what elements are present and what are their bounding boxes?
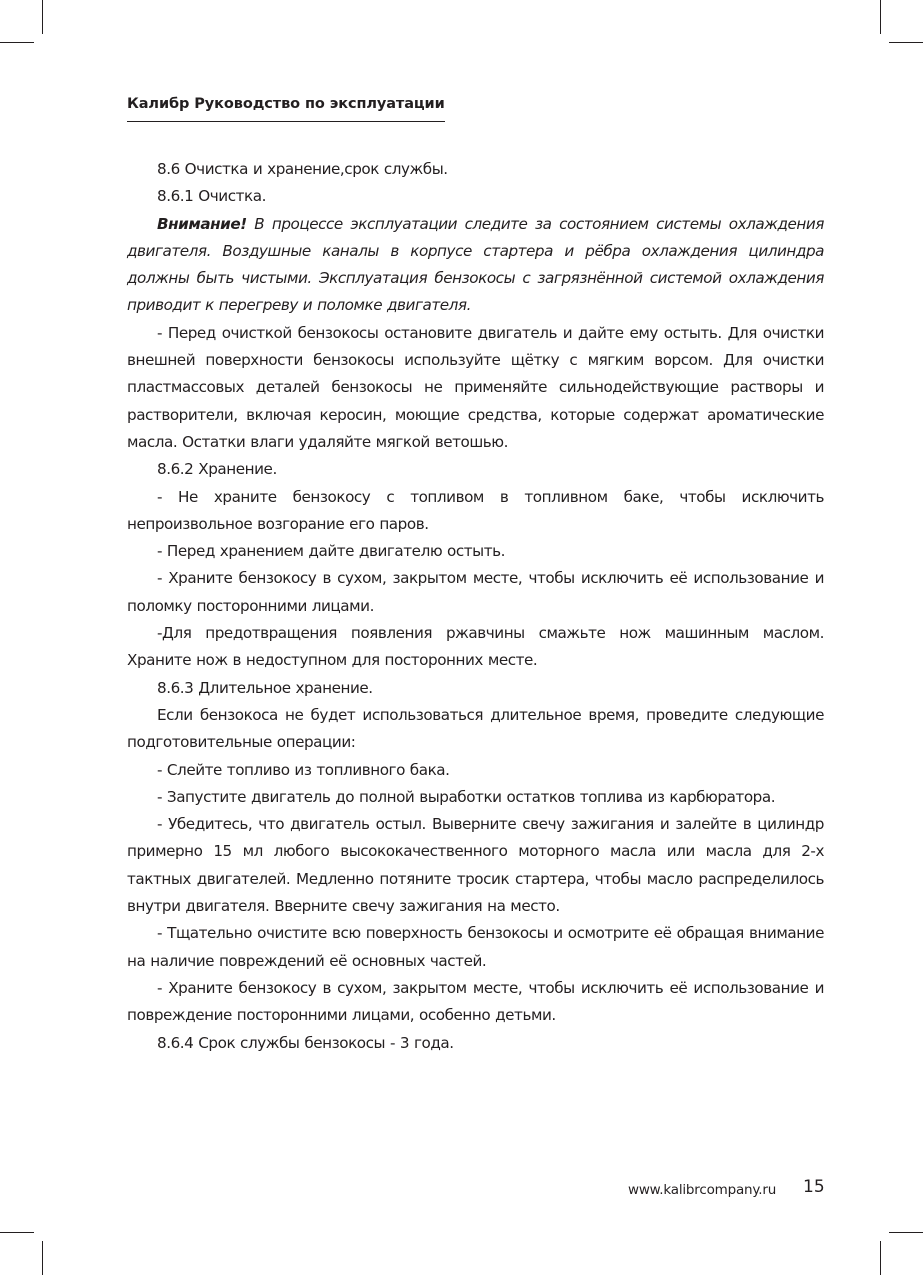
- subsection-title-storage: 8.6.2 Хранение.: [157, 460, 277, 479]
- long-storage-item: - Запустите двигатель до полной выработки остатков топлива из карбюратора.: [157, 787, 776, 806]
- crop-mark: [889, 42, 923, 43]
- storage-item: - Не храните бензокосу с топливом в топливном баке, чтобы исключить непроизвольное возгорание его паров.: [127, 487, 824, 533]
- long-storage-item: - Слейте топливо из топливного бака.: [157, 760, 450, 779]
- warning-text: В процессе эксплуатации следите за состоянием системы охлаждения двигателя. Воздушные каналы в корпусе стартера и рёбра охлаждения цилиндра должны быть чистыми. Эксплуатация бензокосы с загрязнённой системой охлаждения приводит к перегреву и поломке двигателя.: [127, 214, 824, 315]
- service-life: 8.6.4 Срок службы бензокосы - 3 года.: [157, 1033, 454, 1052]
- long-storage-intro: Если бензокоса не будет использоваться длительное время, проведите следующие подготовительные операции:: [127, 705, 824, 752]
- storage-item: -Для предотвращения появления ржавчины смажьте нож машинным маслом. Храните нож в недоступном для посторонних месте.: [127, 624, 824, 670]
- subsection-title-cleaning: 8.6.1 Очистка.: [157, 187, 266, 206]
- running-header: Калибр Руководство по эксплуатации: [127, 96, 445, 122]
- subsection-title-long-storage: 8.6.3 Длительное хранение.: [157, 678, 373, 697]
- page-body: [127, 156, 824, 1057]
- footer-url: www.kalibrcompany.ru: [628, 1182, 777, 1198]
- warning-label: Внимание!: [157, 214, 247, 233]
- crop-mark: [42, 1241, 43, 1275]
- crop-mark: [880, 0, 881, 34]
- long-storage-item: - Убедитесь, что двигатель остыл. Выверните свечу зажигания и залейте в цилиндр примерно 15 мл любого высококачественного моторного масла или масла для 2-х тактных двигателей. Медленно потяните тросик стартера, чтобы масло распределилось внутри двигателя. Вверните свечу зажигания на место.: [127, 815, 824, 916]
- crop-mark: [880, 1241, 881, 1275]
- cleaning-paragraph: - Перед очисткой бензокосы остановите двигатель и дайте ему остыть. Для очистки внешней поверхности бензокосы используйте щётку с мягким ворсом. Для очистки пластмассовых деталей бензокосы не применяйте сильнодействующие растворы и растворители, включая керосин, моющие средства, которые содержат ароматические масла. Остатки влаги удаляйте мягкой ветошью.: [127, 323, 824, 451]
- storage-item: - Перед хранением дайте двигателю остыть.: [157, 542, 505, 561]
- warning-paragraph: [127, 211, 824, 320]
- storage-item: - Храните бензокосу в сухом, закрытом месте, чтобы исключить её использование и поломку посторонними лицами.: [127, 569, 824, 615]
- crop-mark: [0, 1232, 34, 1233]
- crop-mark: [889, 1232, 923, 1233]
- page-number: 15: [803, 1177, 825, 1197]
- crop-mark: [0, 42, 34, 43]
- long-storage-item: - Храните бензокосу в сухом, закрытом месте, чтобы исключить её использование и повреждение посторонними лицами, особенно детьми.: [127, 978, 824, 1025]
- crop-mark: [42, 0, 43, 34]
- long-storage-item: - Тщательно очистите всю поверхность бензокосы и осмотрите её обращая внимание на наличие повреждений её основных частей.: [127, 924, 824, 970]
- section-title: 8.6 Очистка и хранение,срок службы.: [157, 160, 448, 178]
